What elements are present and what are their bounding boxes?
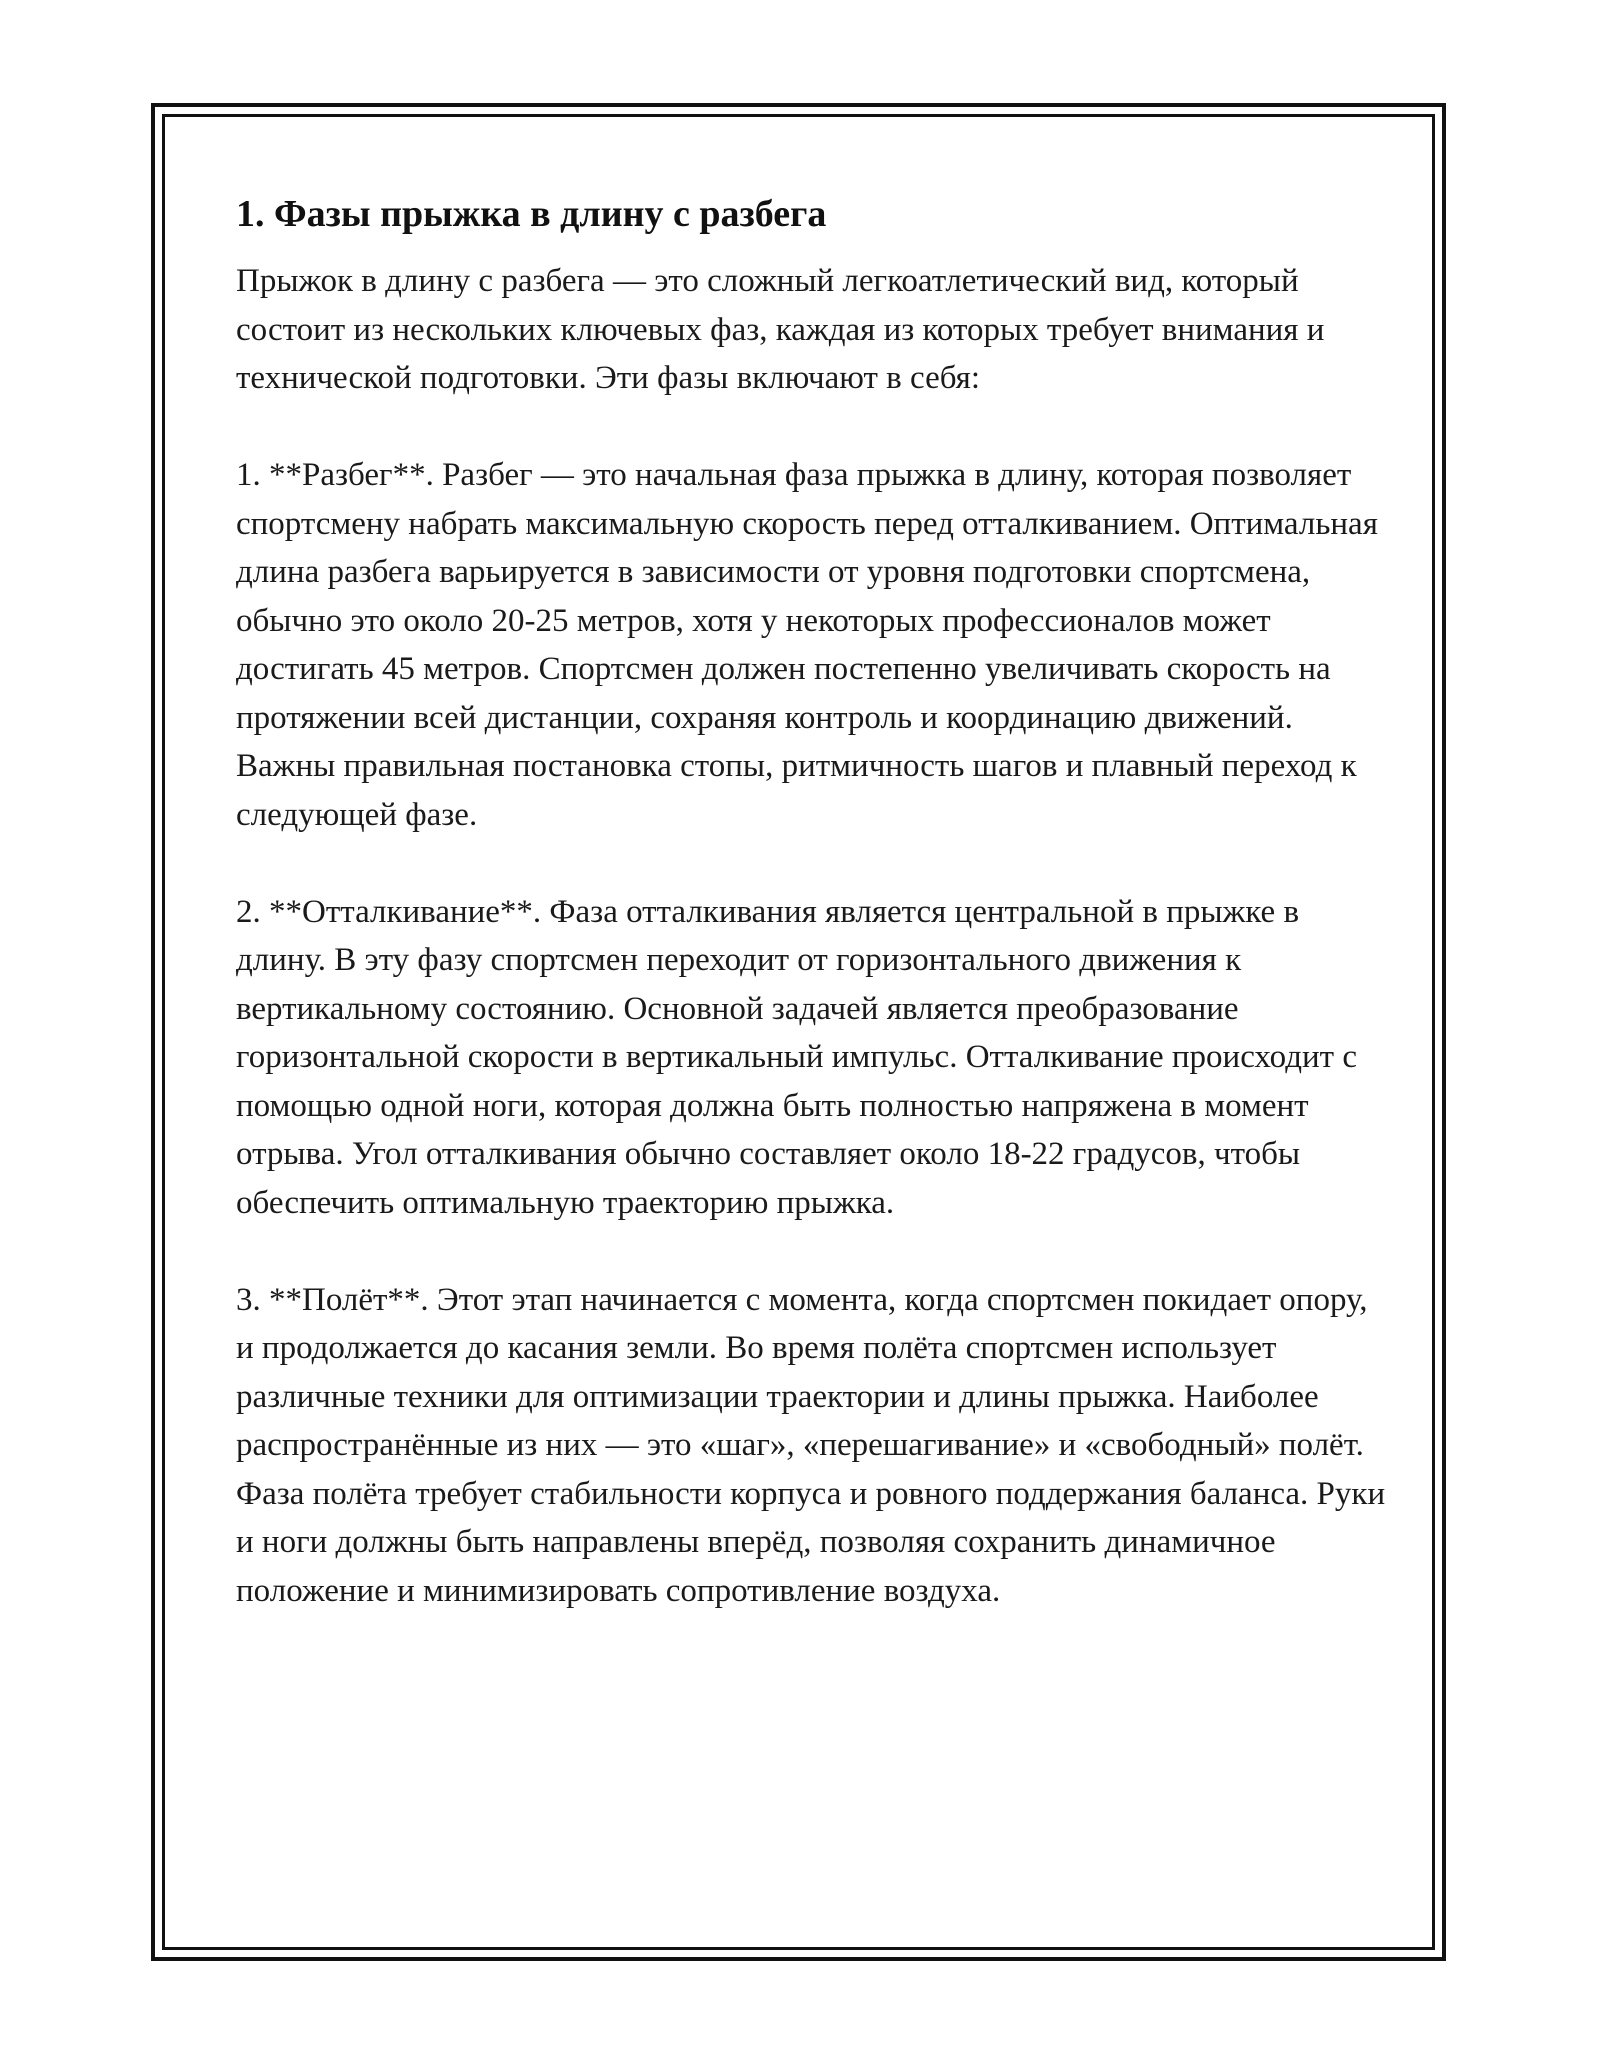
- phase-paragraph-run-up: 1. **Разбег**. Разбег — это начальная фаза прыжка в длину, которая позволяет спортсмену набрать максимальную скорость перед отталкиванием. Оптимальная длина разбега варьируется в зависимости от уровня подготовки спортсмена, обычно это около 20-25 метров, хотя у некоторых профессионалов может достигать 45 метров. Спортсмен должен постепенно увеличивать скорость на протяжении всей дистанции, сохраняя контроль и координацию движений. Важны правильная постановка стопы, ритмичность шагов и плавный переход к следующей фазе.: [236, 457, 1378, 833]
- document-body: [236, 188, 1386, 1615]
- phase-paragraph-takeoff: 2. **Отталкивание**. Фаза отталкивания является центральной в прыжке в длину. В эту фазу спортсмен переходит от горизонтального движения к вертикальному состоянию. Основной задачей является преобразование горизонтальной скорости в вертикальный импульс. Отталкивание происходит с помощью одной ноги, которая должна быть полностью напряжена в момент отрыва. Угол отталкивания обычно составляет около 18-22 градусов, чтобы обеспечить оптимальную траекторию прыжка.: [236, 893, 1357, 1221]
- intro-paragraph: Прыжок в длину с разбега — это сложный легкоатлетический вид, который состоит из нескольких ключевых фаз, каждая из которых требует внимания и технической подготовки. Эти фазы включают в себя:: [236, 263, 1325, 396]
- phase-paragraph-flight: 3. **Полёт**. Этот этап начинается с момента, когда спортсмен покидает опору, и продолжается до касания земли. Во время полёта спортсмен использует различные техники для оптимизации траектории и длины прыжка. Наиболее распространённые из них — это «шаг», «перешагивание» и «свободный» полёт. Фаза полёта требует стабильности корпуса и ровного поддержания баланса. Руки и ноги должны быть направлены вперёд, позволяя сохранить динамичное положение и минимизировать сопротивление воздуха.: [236, 1281, 1386, 1609]
- section-heading: 1. Фазы прыжка в длину с разбега: [236, 193, 827, 235]
